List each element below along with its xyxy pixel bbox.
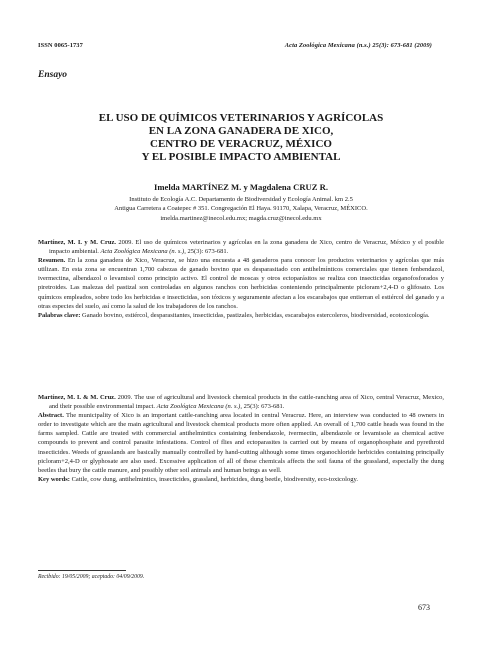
keywords-label: Key words:: [38, 475, 70, 483]
citation-volume: 25(3): 673-681.: [185, 248, 229, 256]
citation-journal: Acta Zoológica Mexicana (n. s.),: [156, 403, 242, 411]
keywords-label: Palabras clave:: [38, 311, 81, 319]
english-abstract: [38, 411, 444, 475]
article-title: [38, 112, 444, 164]
title-line: Y EL POSIBLE IMPACTO AMBIENTAL: [141, 151, 341, 163]
footnote-divider: [38, 570, 126, 571]
affiliation-line: Instituto de Ecología A.C. Departamento de Biodiversidad y Ecología Animal. km 2.5: [129, 196, 353, 203]
affiliation: [38, 195, 444, 223]
citation-text: 2009. El uso de químicos veterinarios y agrícolas en la zona ganadera de Xico, centro de Veracruz, México y el posible impacto ambiental.: [49, 239, 444, 256]
citation-text: 2009. The use of agricultural and livestock chemical products in the cattle-ranching area of Xico, central Veracruz, Mexico, and their possible environmental impact.: [49, 394, 445, 411]
spanish-keywords: [38, 311, 444, 320]
spanish-citation: [38, 238, 444, 256]
citation-authors: Martínez, M. I. & M. Cruz.: [38, 394, 116, 401]
keywords-text: Ganado bovino, estiércol, desparasitantes, insecticidas, pastizales, herbicidas, escarabajos estercoleros, biodiversidad, ecotoxicología.: [80, 311, 430, 319]
received-accepted-note: Recibido: 19/05/2009; aceptado: 04/09/2009.: [38, 574, 145, 580]
citation-authors: Martínez, M. I. y M. Cruz.: [38, 239, 116, 246]
spanish-abstract-block: [38, 238, 444, 320]
spanish-abstract: [38, 256, 444, 311]
english-citation: [38, 393, 444, 411]
authors: Imelda MARTÍNEZ M. y Magdalena CRUZ R.: [154, 182, 328, 192]
english-keywords: [38, 475, 444, 484]
keywords-text: Cattle, cow dung, antihelmintics, insecticides, grassland, herbicides, dung beetle, biodiversity, eco-toxicology.: [69, 475, 358, 483]
title-line: EN LA ZONA GANADERA DE XICO,: [148, 125, 334, 137]
journal-citation: Acta Zoológica Mexicana (n.s.) 25(3): 673-681 (2009): [284, 42, 432, 49]
issn: ISSN 0065-1737: [38, 42, 83, 49]
abstract-label: Resumen.: [38, 257, 66, 265]
english-abstract-block: [38, 393, 444, 484]
author-emails: imelda.martinez@inecol.edu.mx; magda.cruz@inecol.edu.mx: [160, 214, 322, 222]
abstract-text: The municipality of Xico is an important cattle-ranching area located in central Veracruz. Here, an interview was conducted to 48 owners in order to investigate which are the main agricultural and livestock chemical products more often applied. An overall of 1,700 cattle heads was found in the farms sampled. Cattle are treated with commercial antihelmintics containing fenbendazole, ivermectin, albendazole or levamisole as chemical active compounds to prevent and control parasite infestations. Control of flies and ectoparasites is carried out by means of organophosphate and pyrethroid insecticides. Weeds of grasslands are basically manually controlled by hand-cutting although some times organochloride herbicides containing principally picloram+2,4-D or glyphosate are also used. Excessive application of all of these chemicals affects the soil fauna of the grassland, especially the dung beetles that bury the cattle manure, and possibly other soil animals and human beings as well.: [38, 412, 444, 474]
title-line: CENTRO DE VERACRUZ, MÉXICO: [150, 138, 332, 150]
citation-volume: 25(3): 673-681.: [241, 403, 285, 411]
section-label: Ensayo: [38, 70, 68, 80]
abstract-label: Abstract.: [38, 412, 64, 420]
page-number: 673: [418, 603, 430, 612]
abstract-text: En la zona ganadera de Xico, Veracruz, se hizo una encuesta a 48 ganaderos para conocer los productos veterinarios y agrícolas que más utilizan. En esta zona se encuentran 1,700 cabezas de ganado bovino que es desparasitado con antihelmínticos comerciales que tienen fenbendazol, ivermectina, albendazol o levamisol como principio activo. El control de moscas y otros ectoparásitos se realiza con insecticidas organofosforados y piretroides. Las malezas del pastizal son controladas en algunos ranchos con herbicidas conteniendo principalmente picloram+2,4-D o glifosato. Los químicos empleados, sobre todo los herbicidas e insecticidas, son tóxicos y seguramente afectan a los escarabajos que entierran el estiércol del ganado y a otras especies del suelo, así como la salud de los trabajadores de los ranchos.: [38, 257, 444, 310]
citation-journal: Acta Zoológica Mexicana (n. s.),: [100, 248, 186, 256]
title-line: EL USO DE QUÍMICOS VETERINARIOS Y AGRÍCOLAS: [98, 112, 384, 124]
running-header: [38, 42, 432, 49]
affiliation-line: Antigua Carretera a Coatepec # 351. Congregación El Haya. 91170, Xalapa, Veracruz, MÉXICO.: [114, 205, 368, 213]
